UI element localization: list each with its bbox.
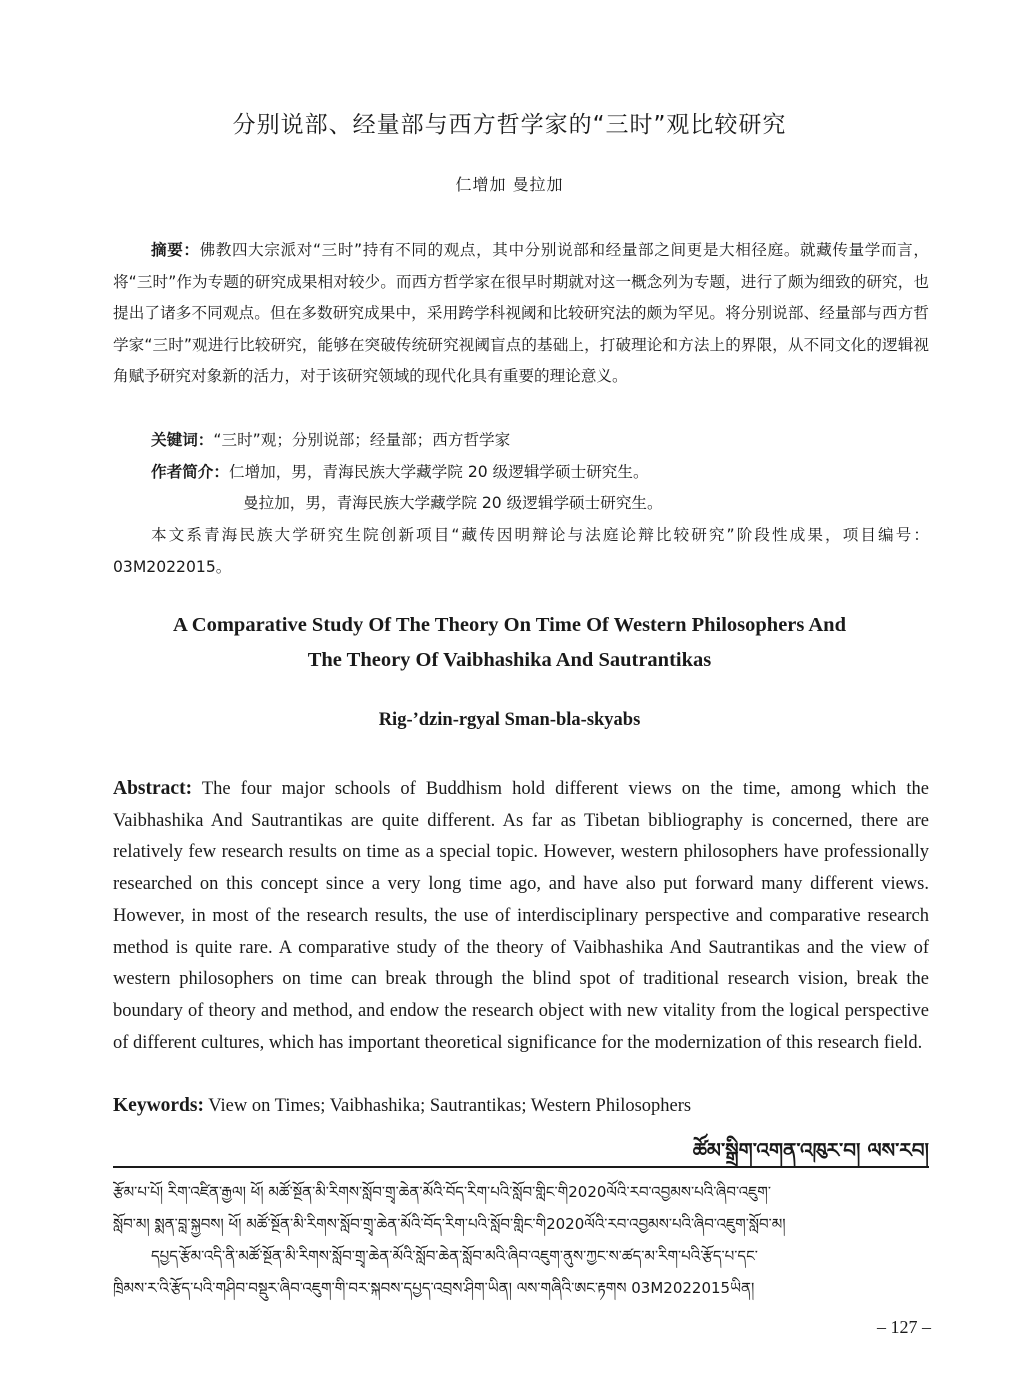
english-keywords-label: Keywords: (113, 1095, 204, 1116)
tibetan-footnote (113, 1176, 929, 1304)
english-abstract-label: Abstract: (113, 778, 193, 799)
english-title-line2: The Theory Of Vaibhashika And Sautrantikas (307, 649, 712, 671)
english-title (0, 608, 1019, 678)
footnote-divider (113, 1166, 929, 1168)
english-title-line1: A Comparative Study Of The Theory On Time Of Western Philosophers And (173, 614, 846, 636)
tibetan-footnote-line4: ཁྲིམས་ར་འི་རྩོད་པའི་གཤིབ་བསྡུར་ཞིབ་འཇུག་གི་བར་སྐབས་དཔྱད་འབྲས་ཤིག་ཡིན། ལས་གཞིའི་ཨང་རྟགས 03M2022015ཡིན། (113, 1279, 755, 1297)
author-intro-label: 作者简介： (151, 463, 229, 481)
chinese-keywords-text: “三时”观；分别说部；经量部；西方哲学家 (213, 431, 511, 449)
english-authors: Rig-’dzin-rgyal Sman-bla-skyabs (378, 710, 641, 730)
author-intro (151, 457, 929, 489)
chinese-abstract (113, 235, 929, 393)
chinese-keywords (151, 425, 929, 457)
english-keywords (113, 1090, 929, 1122)
chinese-abstract-label: 摘要： (151, 241, 200, 259)
author-intro-line2: 曼拉加，男，青海民族大学藏学院 20 级逻辑学硕士研究生。 (243, 494, 663, 512)
english-keywords-text: View on Times; Vaibhashika; Sautrantikas; Western Philosophers (208, 1096, 692, 1116)
author-intro-line1: 仁增加，男，青海民族大学藏学院 20 级逻辑学硕士研究生。 (228, 463, 649, 481)
chinese-keywords-label: 关键词： (151, 431, 214, 449)
tibetan-footnote-line2: སློབ་མ། སྨན་བླ་སྐྱབས། ཕོ། མཚོ་སྔོན་མི་རིགས་སློབ་གྲྭ་ཆེན་མོའི་བོད་རིག་པའི་སློབ་གླིང་གི2020ལོའི་རབ་འབྱམས་པའི་ཞིབ་འཇུག་སློབ་མ། (113, 1215, 786, 1233)
chinese-title: 分别说部、经量部与西方哲学家的“三时”观比较研究 (232, 112, 787, 138)
english-abstract (113, 773, 929, 1059)
tibetan-editor-header: ཚོམ་སྒྲིག་འགན་འཁུར་བ། ལས་རབ། (692, 1138, 929, 1162)
tibetan-footnote-line1: རྩོམ་པ་པོ། རིག་འཛིན་རྒྱལ། ཕོ། མཚོ་སྔོན་མི་རིགས་སློབ་གྲྭ་ཆེན་མོའི་བོད་རིག་པའི་སློབ་གླིང་གི2020ལོའི་རབ་འབྱམས་པའི་ཞིབ་འཇུག་ (113, 1183, 772, 1201)
page-number: – 127 – (877, 1317, 931, 1337)
chinese-authors: 仁增加 曼拉加 (455, 175, 564, 194)
project-note: 本文系青海民族大学研究生院创新项目“藏传因明辩论与法庭论辩比较研究”阶段性成果，项目编号：03M2022015。 (113, 526, 929, 576)
chinese-abstract-text: 佛教四大宗派对“三时”持有不同的观点，其中分别说部和经量部之间更是大相径庭。就藏传量学而言，将“三时”作为专题的研究成果相对较少。而西方哲学家在很早时期就对这一概念列为专题，进行了颇为细致的研究，也提出了诸多不同观点。但在多数研究成果中，采用跨学科视阈和比较研究法的颇为罕见。将分别说部、经量部与西方哲学家“三时”观进行比较研究，能够在突破传统研究视阈盲点的基础上，打破理论和方法上的界限，从不同文化的逻辑视角赋予研究对象新的活力，对于该研究领域的现代化具有重要的理论意义。 (113, 241, 929, 385)
tibetan-footnote-line3: དཔྱད་རྩོམ་འདི་ནི་མཚོ་སྔོན་མི་རིགས་སློབ་གྲྭ་ཆེན་མོའི་སློབ་ཆེན་སློབ་མའི་ཞིབ་འཇུག་ནུས་ཀྱང་ས་ཚད་མ་རིག་པའི་རྩོད་པ་དང་ (151, 1247, 758, 1265)
english-abstract-text: The four major schools of Buddhism hold different views on the time, among which the Vaibhashika And Sautrantikas are quite different. As far as Tibetan bibliography is concerned, there are relatively few research results on time as a special topic. However, western philosophers have professionally researched on this concept since a very long time ago, and have also put forward many different views. However, in most of the research results, the use of interdisciplinary perspective and comparative research method is quite rare. A comparative study of the theory of Vaibhashika And Sautrantikas and the view of western philosophers on time can break through the blind spot of traditional research vision, break the boundary of theory and method, and endow the research object with new vitality from the logical perspective of different cultures, which has important theoretical significance for the modernization of this research field. (113, 779, 929, 1053)
